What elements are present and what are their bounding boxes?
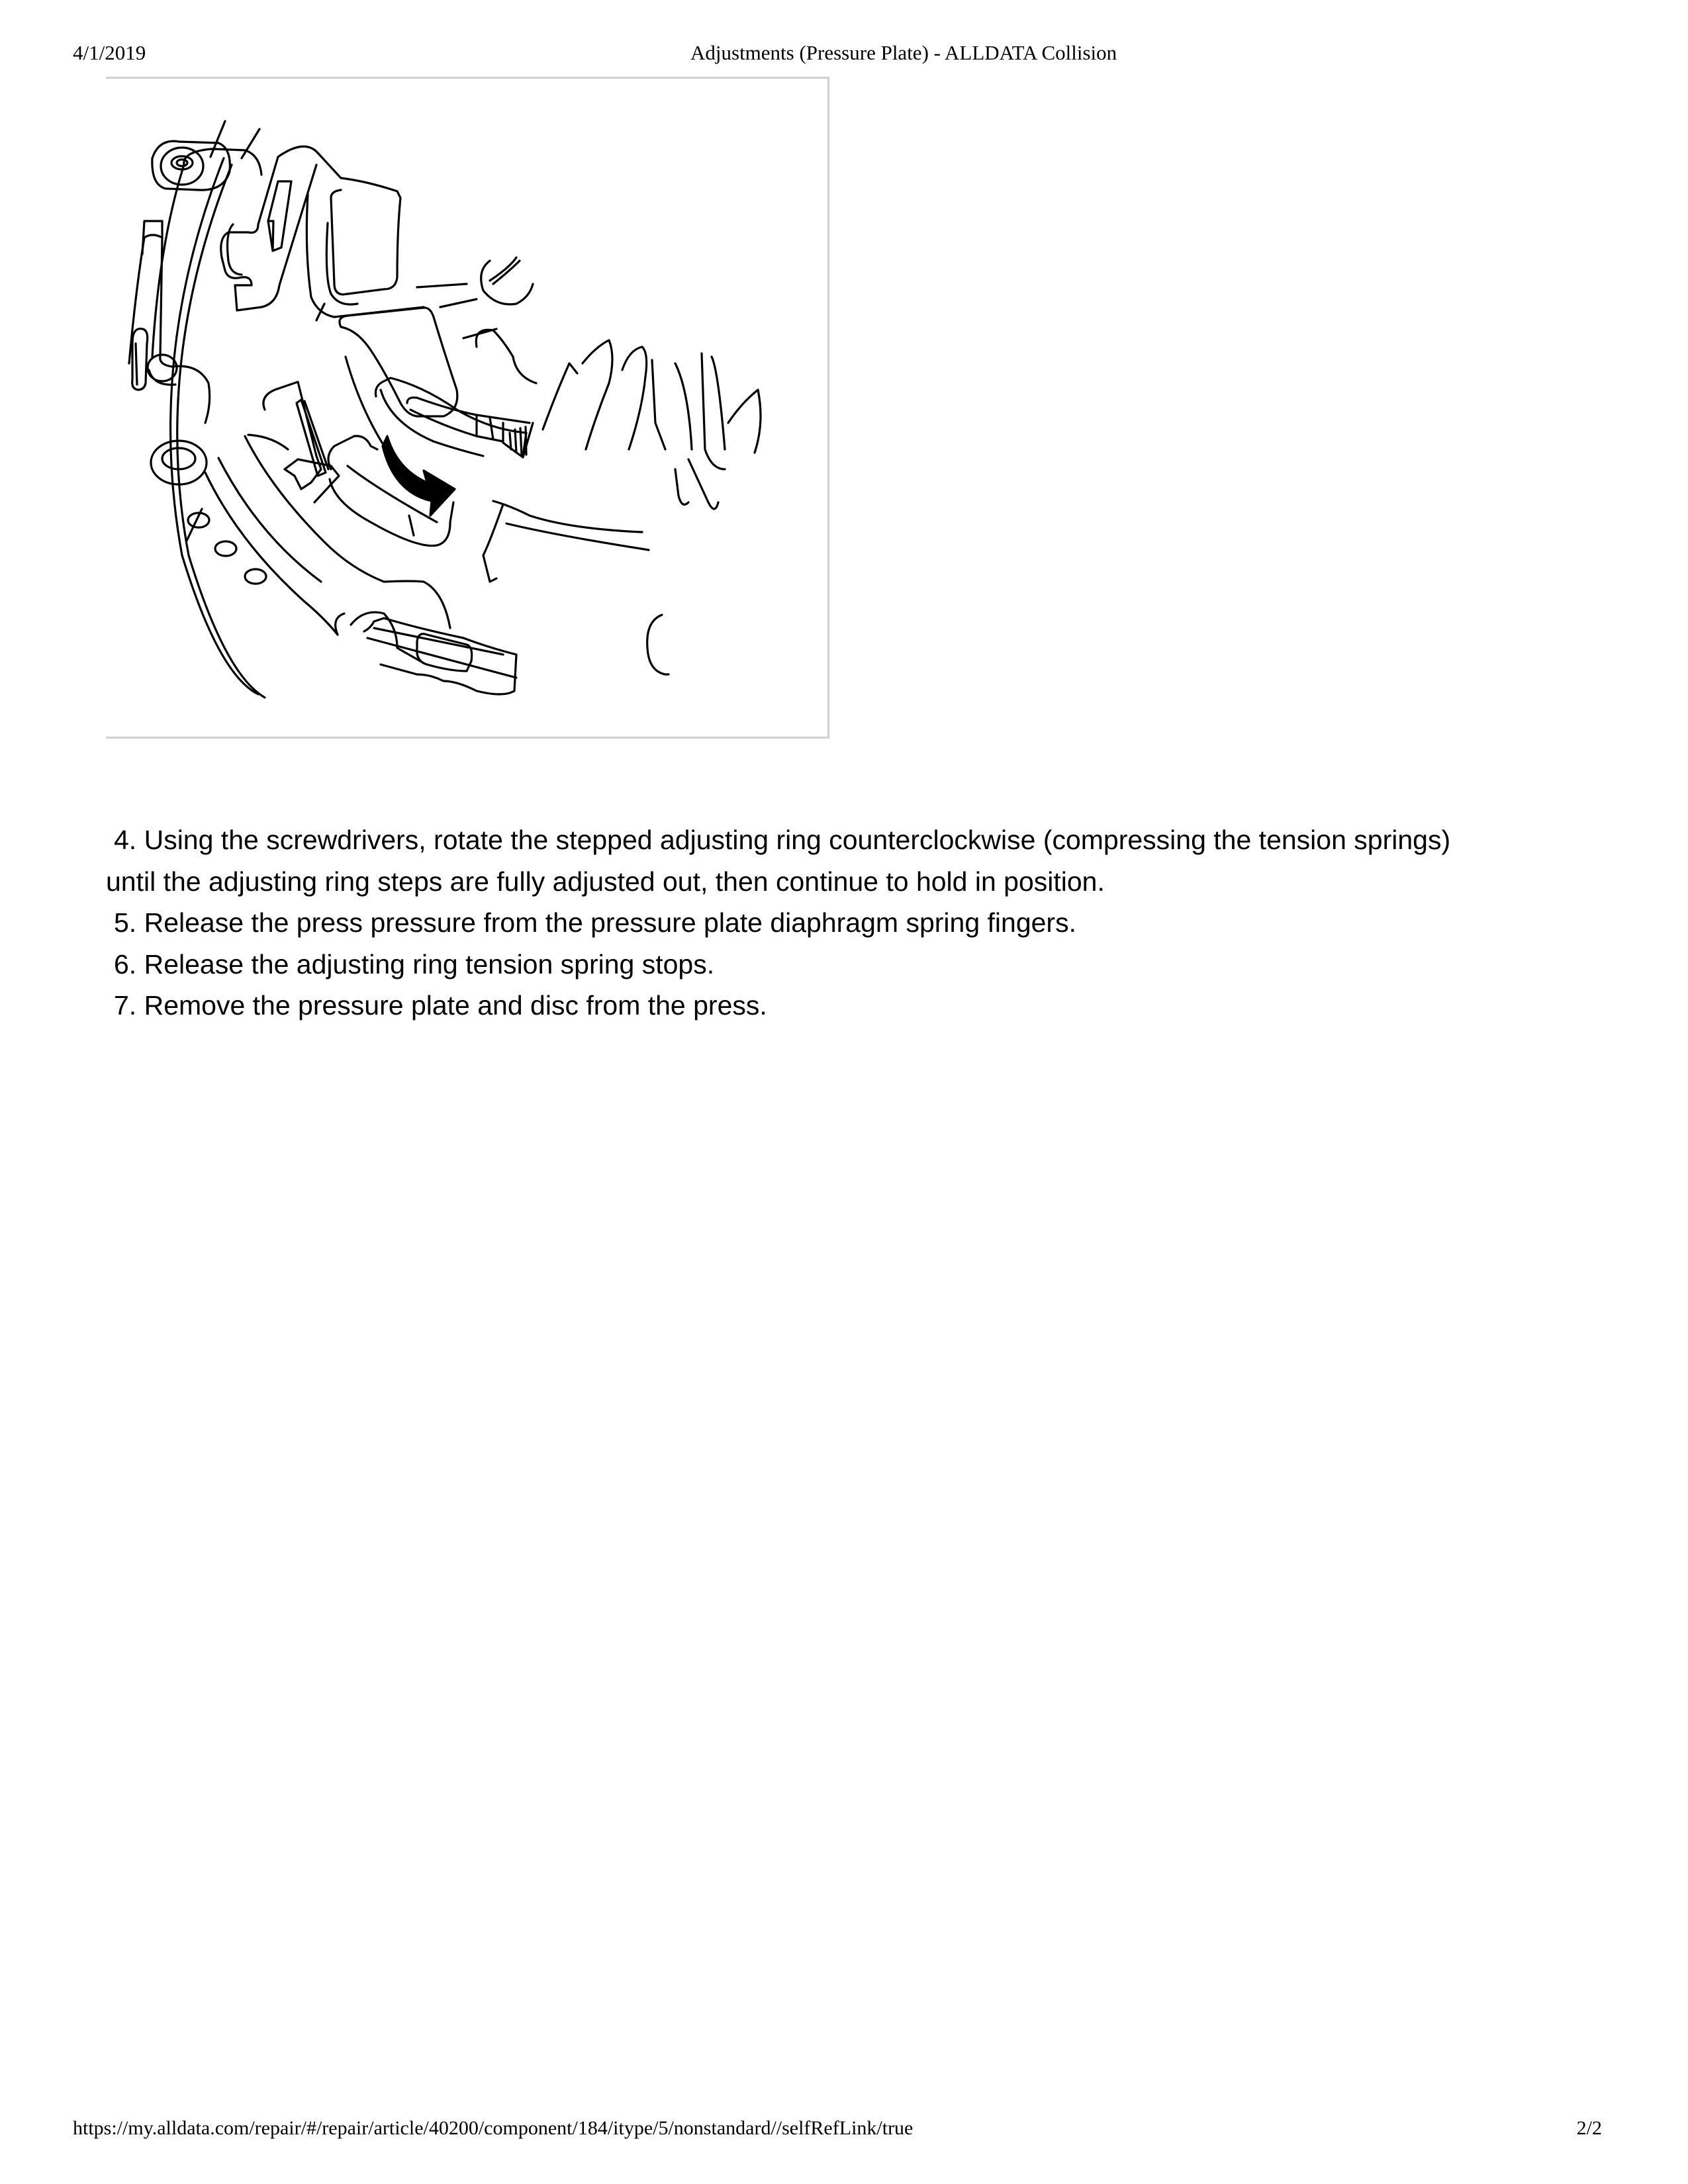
step-text: Release the adjusting ring tension spring stops. (136, 948, 715, 979)
segment-block (340, 308, 457, 416)
illustration-figure (106, 77, 829, 739)
step-number: 5. (114, 907, 137, 938)
outer-rim-line (171, 158, 258, 694)
page-title: Adjustments (Pressure Plate) - ALLDATA Collision (690, 41, 1117, 64)
rotation-arrow-icon (383, 436, 455, 516)
step-number: 7. (114, 990, 137, 1021)
spring-stop-block (268, 181, 291, 251)
rim-hole (245, 569, 266, 584)
step-text: Remove the pressure plate and disc from the press. (136, 990, 767, 1021)
inner-ring-line (306, 195, 424, 317)
segment-block (318, 153, 400, 295)
step-text: Release the press pressure from the pressure plate diaphragm spring fingers. (136, 907, 1076, 938)
step-text: Using the screwdrivers, rotate the stepped adjusting ring counterclockwise (compressing the tension springs) (136, 825, 1451, 855)
print-date: 4/1/2019 (73, 41, 146, 64)
finger (728, 390, 761, 453)
step-6 (106, 944, 1615, 985)
bolt-inner (171, 156, 193, 169)
procedure-steps (106, 819, 1615, 1026)
step-4 (106, 819, 1615, 861)
screwdriver-shaft (407, 398, 530, 423)
finger (583, 340, 612, 449)
rim-hole (215, 541, 236, 556)
pressure-plate-illustration-icon (106, 79, 827, 737)
step-4-continuation: until the adjusting ring steps are fully adjusted out, then continue to hold in position. (106, 866, 1105, 897)
source-url: https://my.alldata.com/repair/#/repair/article/40200/component/184/itype/5/nonstandard//selfRefLink/true (73, 2117, 914, 2139)
page-number: 2/2 (1576, 2117, 1602, 2139)
step-number: 4. (114, 825, 137, 855)
step-number: 6. (114, 948, 137, 979)
segment-block (364, 618, 516, 694)
slot (132, 329, 148, 390)
step-7 (106, 985, 1615, 1026)
segment-block (328, 436, 377, 469)
step-5 (106, 902, 1615, 944)
finger (622, 347, 647, 449)
